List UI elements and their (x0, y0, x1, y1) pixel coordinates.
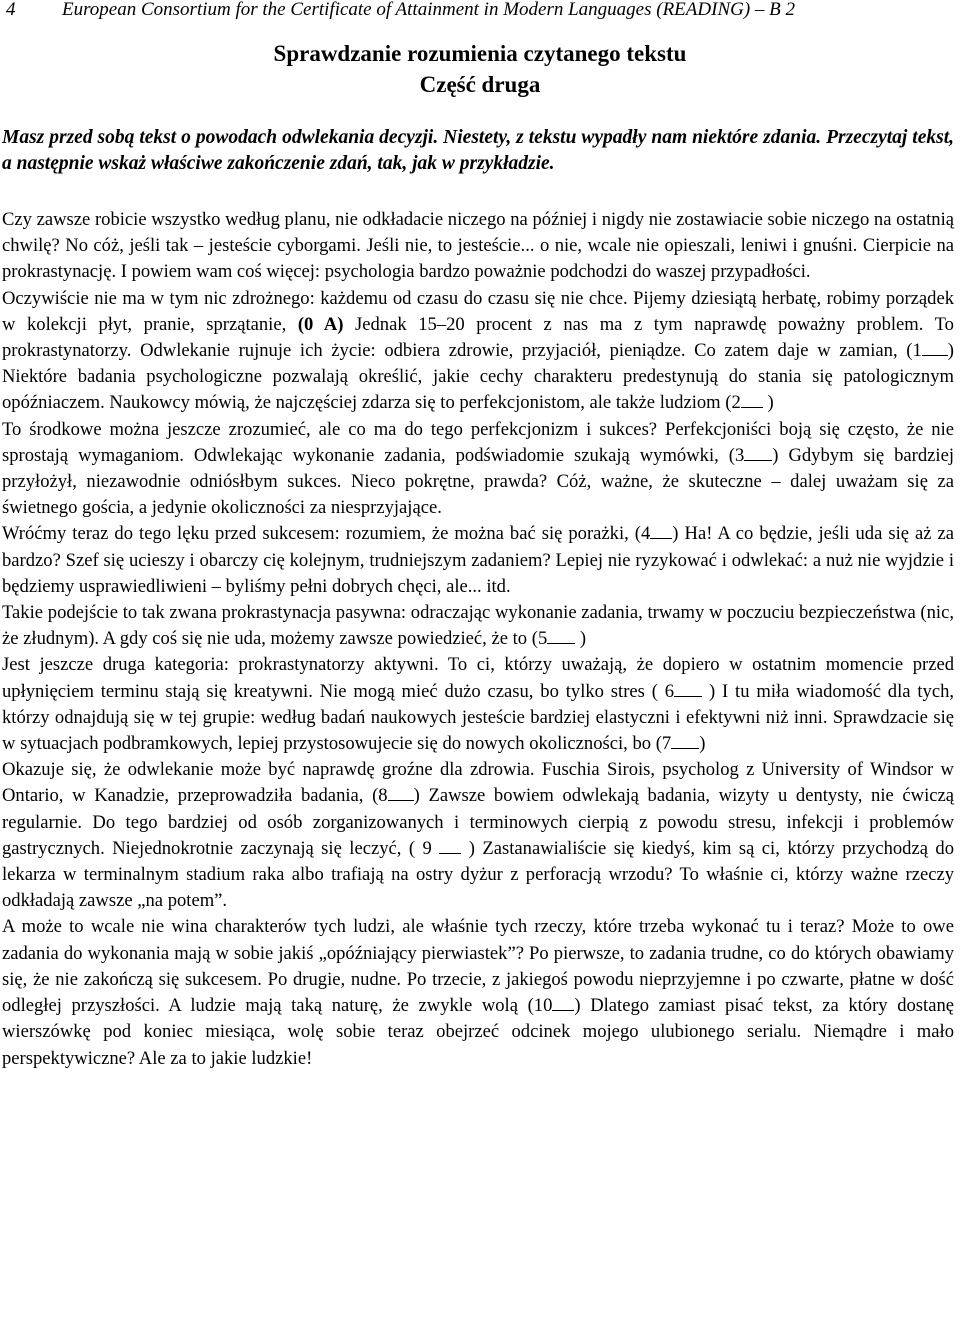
gap-2-label: (2 (725, 392, 741, 414)
gap-8-blank[interactable] (388, 786, 414, 801)
title-line-1: Sprawdzanie rozumienia czytanego tekstu (273, 41, 687, 66)
paragraph-5 (2, 600, 954, 652)
paragraph-4 (2, 521, 954, 600)
gap-9-label: ( 9 (408, 837, 432, 859)
gap-6[interactable]: ( 6 ) (651, 680, 716, 702)
gap-8-label: (8 (372, 785, 388, 807)
gap-5-blank[interactable] (547, 629, 575, 644)
paragraph-2-text-a: Oczywiście nie ma w tym nic zdrożnego: każdemu od czasu do czasu się nie chce. Pijemy dziesiątą herbatę, robimy porządek w kolekcji płyt, pranie, sprzątanie, (2, 287, 954, 335)
reading-text (2, 207, 954, 1072)
gap-1-label: (1 (906, 340, 922, 362)
gap-4-label: (4 (634, 523, 651, 545)
paragraph-1 (2, 207, 954, 286)
paragraph-8-text-b: Dlatego zamiast pisać tekst, za który dostanę wierszówkę pod koniec miesiąca, wolę sobie teraz obejrzeć odcinek mojego ulubionego serialu. Niemądre i mało perspektywiczne? Ale za to jakie ludzkie! (2, 995, 954, 1069)
gap-9[interactable]: ( 9 ) (408, 837, 475, 859)
gap-1-blank[interactable] (922, 341, 948, 356)
paragraph-7-text-c: Zastanawialiście się kiedyś, kim są ci, którzy przychodzą do lekarza w terminalnym stadium raka albo trafiają na ostry dyżur z perforacją wrzodu? To właśnie ci, którzy ważne rzeczy odkładają zawsze „na potem”. (2, 837, 955, 912)
gap-6-label: ( 6 (651, 680, 675, 702)
gap-10-blank[interactable] (552, 996, 574, 1011)
paragraph-1-text: Czy zawsze robicie wszystko według planu, nie odkładacie niczego na później i nigdy nie zostawiacie sobie niczego na ostatnią chwilę? No cóż, jeśli tak – jesteście cyborgami. Jeśli nie, to jesteście... o nie, wcale nie opieszali, leniwi i gnuśni. Cierpicie na prokrastynację. I powiem wam coś więcej: psychologia bardzo poważnie podchodzi do waszej przypadłości. (2, 209, 954, 283)
paragraph-8 (2, 914, 954, 1071)
title-line-2: Część druga (419, 72, 541, 97)
gap-8[interactable]: (8 ) (372, 785, 420, 807)
paragraph-2-text-c: Niektóre badania psychologiczne pozwalają określić, jakie cechy charakteru predestynują do stania się patologicznym opóźniaczem. Naukowcy mówią, że najczęściej zdarza się to perfekcjonistom, ale także ludziom (2, 366, 954, 414)
gap-3[interactable]: (3 ) (728, 444, 779, 466)
paragraph-7 (2, 757, 954, 914)
gap-3-blank[interactable] (744, 446, 772, 461)
page-number: 4 (6, 0, 16, 20)
gap-4[interactable]: (4 ) (634, 523, 679, 545)
gap-9-blank[interactable] (439, 839, 461, 854)
paragraph-4-text-b: Ha! A co będzie, jeśli uda się aż za bardzo? Szef się ucieszy i obarczy cię kolejnym, trudniejszym zadaniem? Lepiej nie ryzykować i odwlekać: a nuż nie wyjdzie i będziemy usprawiedliwieni – byliśmy pełni dobrych chęci, ale... itd. (2, 523, 955, 597)
gap-5-label: (5 (531, 628, 548, 650)
paragraph-7-text-a: Okazuje się, że odwlekanie może być naprawdę groźne dla zdrowia. Fuschia Sirois, psycholog z University of Windsor w Ontario, w Kanadzie, przeprowadziła badania, (2, 759, 954, 807)
gap-2[interactable]: (2 ) (725, 392, 774, 414)
gap-1[interactable]: (1 ) (906, 340, 954, 362)
gap-4-blank[interactable] (650, 524, 672, 539)
paragraph-3-text-a: To środkowe można jeszcze zrozumieć, ale co ma do tego perfekcjonizm i sukces? Perfekcjoniści boją się często, że nie sprostają wymaganiom. Odwlekając wykonanie zadania, podświadomie szukają wymówki, (2, 418, 954, 466)
gap-10-label: (10 (527, 995, 553, 1017)
gap-2-blank[interactable] (741, 393, 763, 408)
gap-3-label: (3 (728, 444, 745, 466)
paragraph-2 (2, 286, 954, 417)
gap-0-example: (0 A) (297, 313, 344, 335)
gap-10[interactable]: (10 ) (527, 995, 581, 1017)
gap-7-blank[interactable] (671, 734, 699, 749)
paragraph-2-text-b: Jednak 15–20 procent z nas ma z tym naprawdę poważny problem. To prokrastynatorzy. Odwlekanie rujnuje ich życie: odbiera zdrowie, przyjaciół, pieniądze. Co zatem daje w zamian, (2, 313, 954, 362)
gap-5[interactable]: (5 ) (531, 628, 587, 650)
paragraph-6-text-a: Jest jeszcze druga kategoria: prokrastynatorzy aktywni. To ci, którzy uważają, że dopiero w ostatnim momencie przed upłynięciem terminu stają się kreatywni. Nie mogą mieć dużo czasu, bo tylko stres (2, 654, 954, 702)
page-header (6, 0, 956, 22)
paragraph-3 (2, 417, 954, 522)
gap-7-label: (7 (655, 733, 672, 755)
paragraph-5-text: Takie podejście to tak zwana prokrastynacja pasywna: odraczając wykonanie zadania, trwamy w poczuciu bezpieczeństwa (nic, że złudnym). A gdy coś się nie uda, możemy zawsze powiedzieć, że to (2, 602, 954, 650)
paragraph-8-text-a: A może to wcale nie wina charakterów tych ludzi, ale właśnie tych rzeczy, które trzeba wykonać tu i teraz? Może to owe zadania do wykonania mają w sobie jakiś „opóźniający pierwiastek”? Po pierwsze, to zadania trudne, co do których obawiamy się, że nie zakończą się sukcesem. Po drugie, nudne. Po trzecie, z jakiegoś powodu nieprzyjemne i po czwarte, płatne w dość odległej przyszłości. A ludzie mają taką naturę, że zwykle wolą (2, 916, 954, 1017)
paragraph-3-text-b: Gdybym się bardziej przyłożył, niezawodnie odniósłbym sukces. Nieco pokrętne, prawda? Cóż, ważne, że skuteczne – dalej uważam się za świetnego gościa, a jedynie okoliczności za niesprzyjające. (2, 444, 955, 519)
gap-7[interactable]: (7 ) (655, 733, 706, 755)
paragraph-4-text-a: Wróćmy teraz do tego lęku przed sukcesem: rozumiem, że można bać się porażki, (2, 523, 629, 545)
paragraph-6 (2, 652, 954, 757)
paragraph-7-text-b: Zawsze bowiem odwlekają badania, wizyty u dentysty, nie ćwiczą regularnie. Do tego bardziej od osób zorganizowanych i terminowych cierpią z powodu stresu, infekcji i problemów gastrycznych. Niejednokrotnie zaczynają się leczyć, (2, 785, 955, 859)
header-text: European Consortium for the Certificate of Attainment in Modern Languages (READING) – B 2 (62, 0, 796, 20)
task-instructions: Masz przed sobą tekst o powodach odwlekania decyzji. Niestety, z tekstu wypadły nam niektóre zdania. Przeczytaj tekst, a następnie wskaż właściwe zakończenie zdań, tak, jak w przykładzie. (2, 127, 954, 174)
gap-6-blank[interactable] (674, 682, 702, 697)
paragraph-6-text-b: I tu miła wiadomość dla tych, którzy odnajdują się w tej grupie: według badań naukowych jesteście bardziej elastyczni i efektywni niż inni. Sprawdzacie się w sytuacjach podbramkowych, lepiej przystosowujecie się do nowych okoliczności, bo (2, 680, 955, 755)
